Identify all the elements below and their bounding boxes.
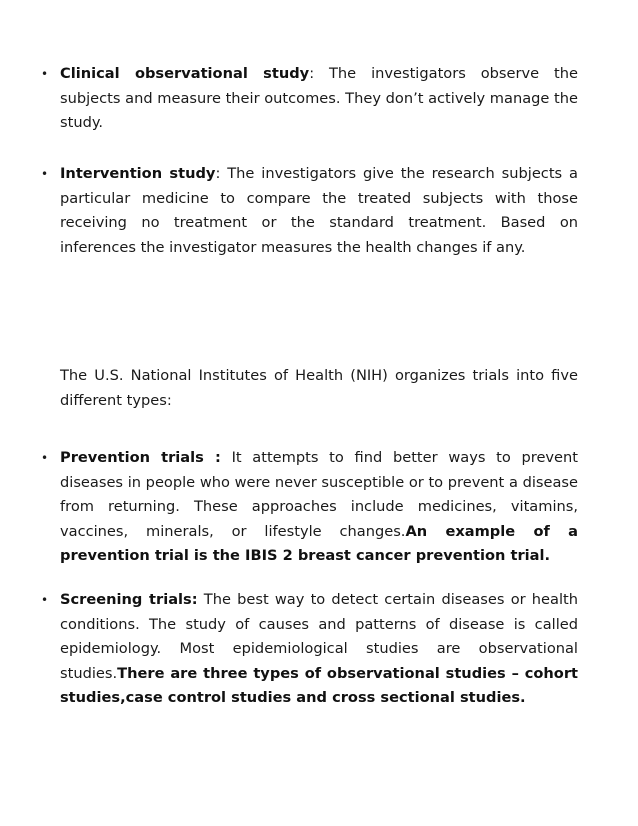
list-item-screening-trials	[41, 588, 579, 711]
bullet: •	[41, 67, 49, 81]
observational-studies-types: There are three types of observational studies – cohort studies,case control studies and cross sectional studies.	[60, 664, 578, 707]
prevention-trial-example: An example of a prevention trial is the IBIS 2 breast cancer prevention trial.	[60, 522, 578, 565]
term-separator: :	[215, 165, 228, 182]
description-screening-trials: The best way to detect certain diseases or health conditions. The study of causes and patterns of disease is called epidemiology. Most epidemiological studies are observational studies.	[60, 591, 579, 682]
list-item-prevention-trials	[41, 446, 579, 569]
description-intervention-study: The investigators give the research subjects a particular medicine to compare the treated subjects with those receiving no treatment or the standard treatment. Based on inferences the investigator measures the health changes if any.	[60, 165, 578, 256]
description-clinical-observational-study: The investigators observe the subjects and measure their outcomes. They don’t actively manage the study.	[60, 65, 578, 132]
bullet: •	[41, 451, 49, 465]
term-separator: :	[309, 65, 330, 82]
description-prevention-trials: It attempts to find better ways to prevent diseases in people who were never susceptible or to prevent a disease from returning. These approaches include medicines, vitamins, vaccines, minerals, or lifestyle changes.	[60, 449, 579, 540]
term-clinical-observational-study: Clinical observational study	[60, 65, 310, 82]
bullet: •	[41, 593, 49, 607]
term-intervention-study: Intervention study	[60, 165, 216, 182]
nih-intro-paragraph: The U.S. National Institutes of Health (NIH) organizes trials into five different types:	[60, 367, 578, 409]
term-separator	[221, 449, 232, 466]
term-screening-trials: Screening trials:	[60, 591, 198, 608]
list-item-intervention-study	[41, 162, 578, 260]
list-item-clinical-observational-study	[41, 62, 578, 136]
term-prevention-trials: Prevention trials :	[60, 449, 221, 466]
bullet: •	[41, 167, 49, 181]
